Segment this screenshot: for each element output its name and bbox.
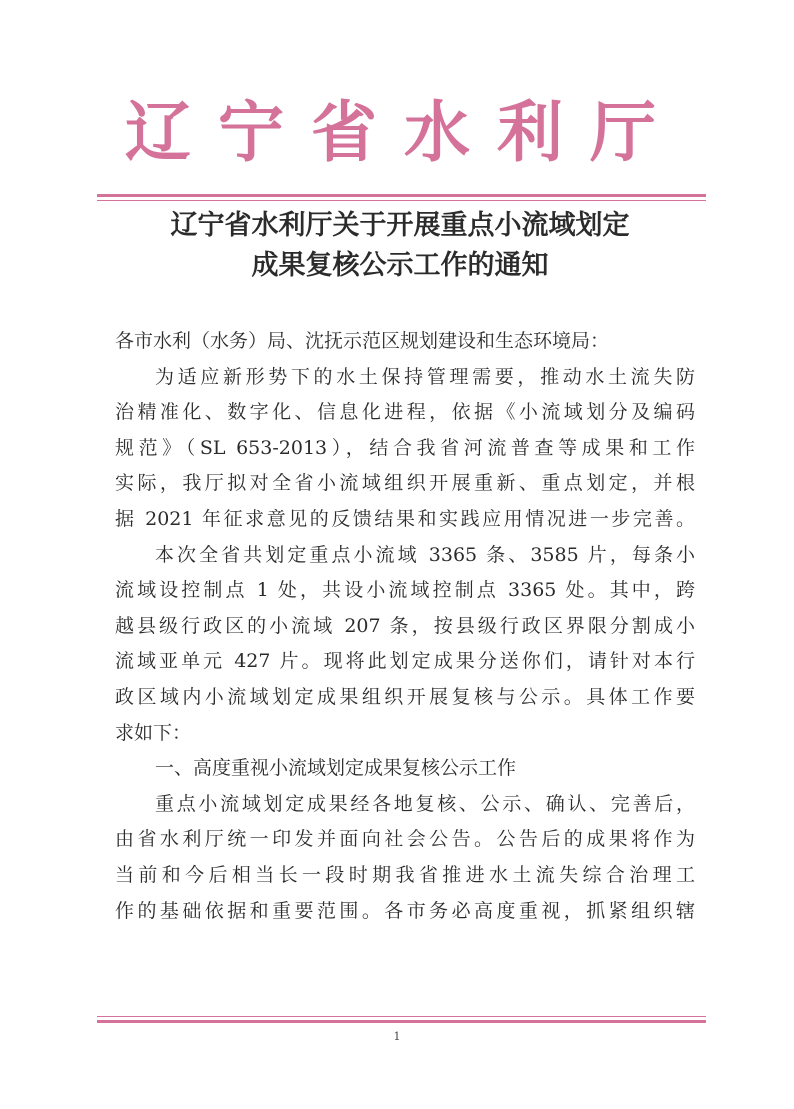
paragraph-2-line: 流域设控制点 1 处，共设小流域控制点 3365 处。其中，跨 <box>115 579 695 602</box>
paragraph-3-line: 重点小流域划定成果经各地复核、公示、确认、完善后， <box>155 792 695 815</box>
paragraph-2-line: 政区域内小流域划定成果组织开展复核与公示。具体工作要 <box>115 685 695 708</box>
paragraph-1-line: 治精准化、数字化、信息化进程，依据《小流域划分及编码 <box>115 401 695 424</box>
document-title <box>80 206 720 286</box>
paragraph-3-line: 当前和今后相当长一段时期我省推进水土流失综合治理工 <box>115 863 695 886</box>
header-rule-thin <box>97 200 706 201</box>
document-body <box>115 324 695 929</box>
header-rule <box>97 194 706 201</box>
paragraph-1-line: 实际，我厅拟对全省小流域组织开展重新、重点划定，并根 <box>115 472 695 495</box>
section-1-heading: 一、高度重视小流域划定成果复核公示工作 <box>155 757 517 780</box>
paragraph-2-line: 越县级行政区的小流域 207 条，按县级行政区界限分割成小 <box>115 614 695 637</box>
paragraph-3-line: 由省水利厅统一印发并面向社会公告。公告后的成果将作为 <box>115 828 695 851</box>
paragraph-3-line: 作的基础依据和重要范围。各市务必高度重视，抓紧组织辖 <box>115 899 695 922</box>
footer-rule-thick <box>97 1020 706 1023</box>
paragraph-2-line: 流域亚单元 427 片。现将此划定成果分送你们，请针对本行 <box>115 650 695 673</box>
paragraph-2-line: 求如下： <box>115 721 192 744</box>
paragraph-1-line: 为适应新形势下的水土保持管理需要，推动水土流失防 <box>155 365 695 388</box>
addressee: 各市水利（水务）局、沈抚示范区规划建设和生态环境局： <box>115 330 610 352</box>
footer-rule <box>97 1016 706 1023</box>
org-header <box>0 92 794 172</box>
page-number: 1 <box>393 1030 401 1043</box>
title-line-2: 成果复核公示工作的通知 <box>251 250 549 281</box>
paragraph-2-line: 本次全省共划定重点小流域 3365 条、3585 片，每条小 <box>155 543 695 566</box>
paragraph-1-line: 据 2021 年征求意见的反馈结果和实践应用情况进一步完善。 <box>115 507 695 530</box>
org-name: 辽宁省水利厅 <box>125 93 683 171</box>
title-line-1: 辽宁省水利厅关于开展重点小流域划定 <box>170 210 630 241</box>
paragraph-1-line: 规范》（SL 653-2013），结合我省河流普查等成果和工作 <box>115 436 695 459</box>
